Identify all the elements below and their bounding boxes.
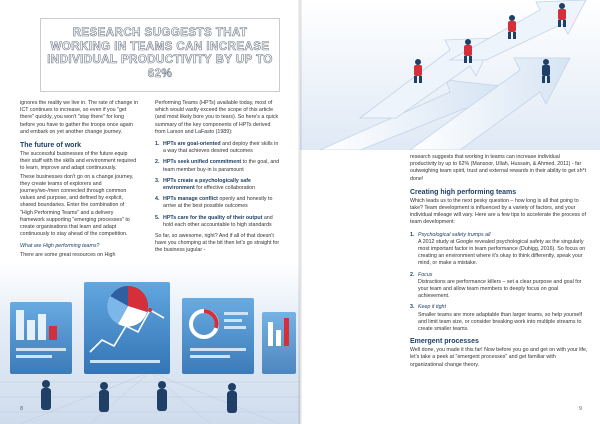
future-paragraph-1: The successful businesses of the future equip their staff with the skills and environment required to learn, improve and adapt continuously. (20, 151, 137, 172)
screen-left (10, 302, 72, 374)
list-item: 5. HPTs care for the quality of their output and hold each other accountable to high standards (155, 214, 273, 228)
emergent-paragraph: Well done, you made it this far! Now before you go and get on with your life, let's take a peek at "emergent processes" and get familiar with organizational change theory. (410, 347, 588, 368)
screen-right (182, 298, 254, 374)
page-number-left: 8 (20, 406, 24, 412)
emergent-heading: Emergent processes (410, 338, 479, 346)
intro-paragraph: ignores the reality we live in. The rate of change in ICT continues to increase, so even if you "get there" quickly, you won't "stay there" for long before you have to gather the troops once again and embark on yet another change journey. (20, 100, 138, 135)
creating-heading: Creating high performing teams (410, 188, 517, 196)
left-column-a (20, 100, 138, 264)
creating-paragraph: Which leads us to the next pesky question – how long is all that going to take? Team development is influenced by a variety of factors, and your individual mileage will vary. Here are a few tips to accelerate the process of team development: (410, 197, 586, 226)
page-gutter (298, 0, 302, 424)
list-item: 1. Psychological safety trumps all A 2012 study at Google revealed psychological safety as the singularly most important factor in team performance (Duhigg, 2016). So focus on creating an environment where it's okay to think differently, speak your mind, or make a mistake. (410, 231, 586, 267)
right-column (410, 154, 588, 374)
dashboard-illustration (0, 262, 300, 424)
future-heading: The future of work (20, 142, 82, 150)
question-heading: What are High performing teams? (20, 243, 100, 250)
list-item: 2. Focus Distractions are performance killers – set a clear purpose and goal for your team and allow team members to deeply focus on goal achievement. (410, 271, 582, 300)
list-item: 2. HPTs seek unified commitment to the goal, and team member buy-in is paramount (155, 159, 280, 173)
arrow-climb-illustration (300, 0, 600, 150)
research-paragraph: research suggests that working in teams can increase individual productivity by up to 62% (Mansoor, Ullah, Hussain, & Ahmed, 2011) - far outweighing team spirit, trust and external rewards in their ability to get sh*t done! (410, 154, 587, 182)
future-paragraph-2: These businesses don't go on a change journey, they create teams of explorers and journey/wo-/men connected through common values and purpose, and defined by explicit, shared boundaries. Enter the combination of "High Performing Teams" and a delivery framework supporting "emerging processes" to create organisations that learn and adapt continuously to stay ahead of the competition. (20, 173, 134, 238)
question-text: There are some great resources on High (20, 251, 116, 258)
list-item: 3. HPTs create a psychologically safe environment for effective collaboration (155, 177, 256, 192)
page-number-right: 9 (578, 406, 582, 412)
right-page (300, 0, 600, 424)
headline: RESEARCH SUGGESTS THAT WORKING IN TEAMS CAN INCREASE INDIVIDUAL PRODUCTIVITY BY UP TO 62% (47, 26, 273, 80)
left-column-b (155, 100, 281, 260)
list-item: 1. HPTs are goal-oriented and deploy their skills in a way that achieves desired outcomes (155, 141, 279, 155)
hpt-outro: So far, so awesome, right? And if all of that doesn't have you chomping at the bit then let's go straight for the business jugular - (155, 233, 280, 254)
list-item: 4. HPTs manage conflict openly and honestly to arrive at the best possible outcomes (155, 196, 273, 210)
tips-list (410, 232, 588, 334)
screen-far-right (262, 312, 296, 374)
hpt-list (155, 141, 281, 229)
list-item: 3. Keep it tight Smaller teams are more adaptable than larger teams, so help yourself and limit team size, or consider breaking work into multiple streams to create smaller teams. (410, 304, 582, 333)
hpt-intro: Performing Teams (HPTs) available today, most of which would vastly exceed the scope of this article (and most likely bore you to tears). So here's a quick summary of the key components of HPTs derived from Larson and LaFasto (1989): (155, 100, 279, 135)
